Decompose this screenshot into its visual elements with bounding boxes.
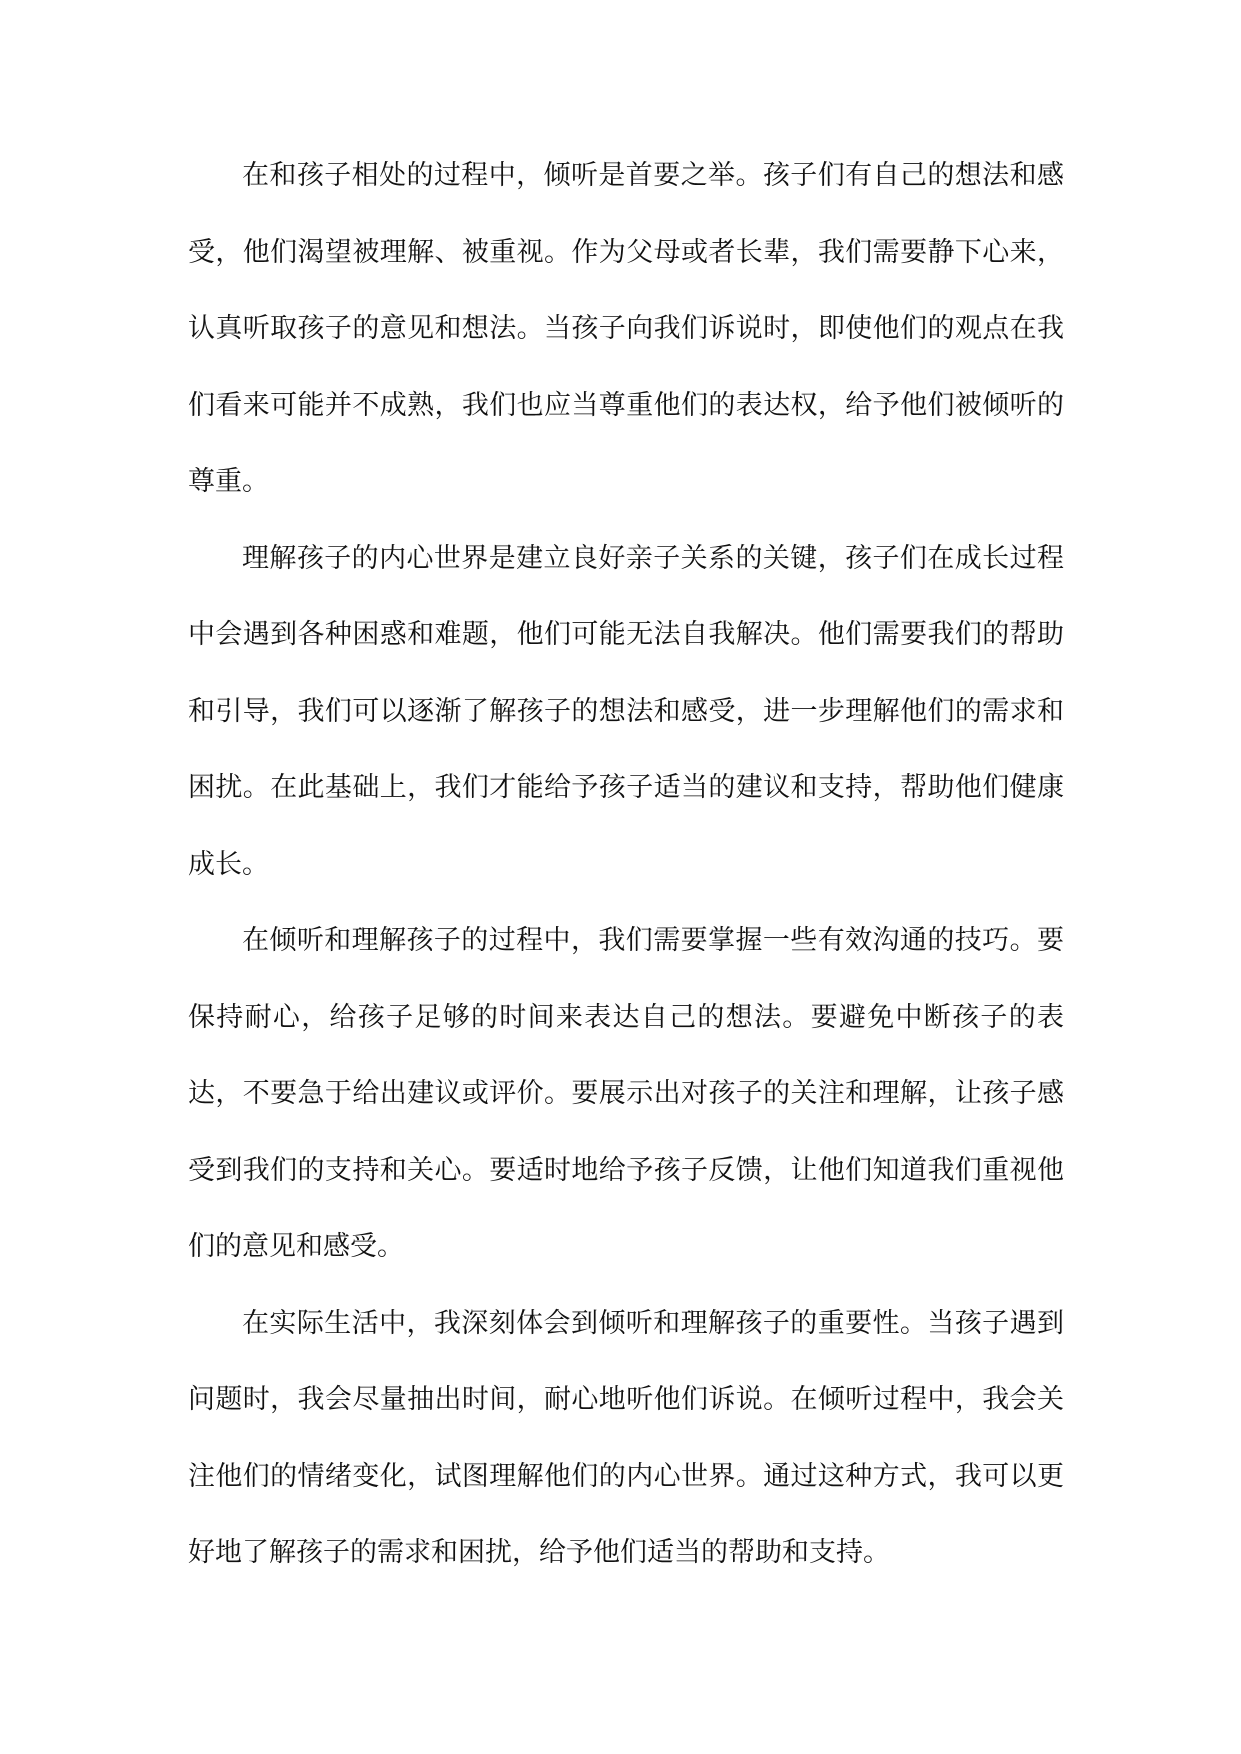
paragraph-1: 在和孩子相处的过程中，倾听是首要之举。孩子们有自己的想法和感受，他们渴望被理解、被重视。作为父母或者长辈，我们需要静下心来，认真听取孩子的意见和想法。当孩子向我们诉说时，即使他们的观点在我们看来可能并不成熟，我们也应当尊重他们的表达权，给予他们被倾听的尊重。 (188, 160, 1064, 497)
paragraph-4: 在实际生活中，我深刻体会到倾听和理解孩子的重要性。当孩子遇到问题时，我会尽量抽出时间，耐心地听他们诉说。在倾听过程中，我会关注他们的情绪变化，试图理解他们的内心世界。通过这种方式，我可以更好地了解孩子的需求和困扰，给予他们适当的帮助和支持。 (188, 1307, 1064, 1568)
paragraph-3: 在倾听和理解孩子的过程中，我们需要掌握一些有效沟通的技巧。要保持耐心，给孩子足够的时间来表达自己的想法。要避免中断孩子的表达，不要急于给出建议或评价。要展示出对孩子的关注和理解，让孩子感受到我们的支持和关心。要适时地给予孩子反馈，让他们知道我们重视他们的意见和感受。 (188, 925, 1064, 1262)
paragraph-2: 理解孩子的内心世界是建立良好亲子关系的关键，孩子们在成长过程中会遇到各种困惑和难题，他们可能无法自我解决。他们需要我们的帮助和引导，我们可以逐渐了解孩子的想法和感受，进一步理解他们的需求和困扰。在此基础上，我们才能给予孩子适当的建议和支持，帮助他们健康成长。 (188, 542, 1064, 880)
body-text (188, 138, 1064, 1592)
